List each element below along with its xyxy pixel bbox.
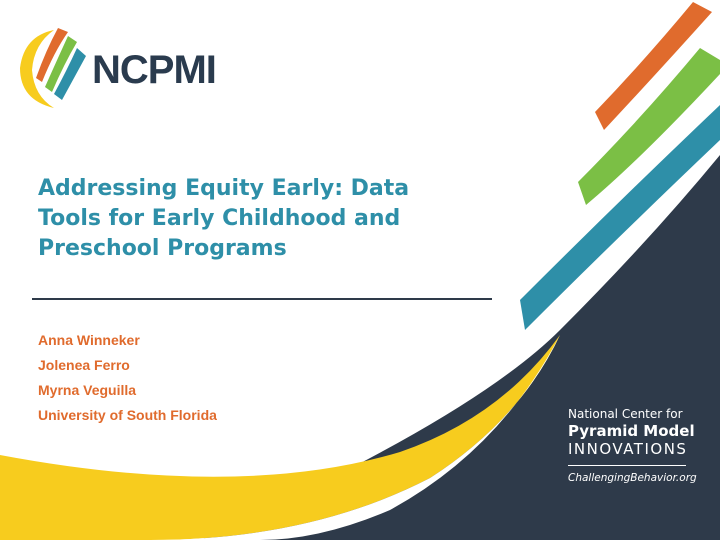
slide-title: Addressing Equity Early: Data Tools for Early Childhood and Preschool Programs [38, 176, 410, 261]
org-name-line3: INNOVATIONS [568, 440, 688, 458]
author-name: Jolenea Ferro [38, 357, 130, 373]
author-affiliation: University of South Florida [38, 407, 217, 423]
org-url: ChallengingBehavior.org [568, 472, 697, 484]
author-name: Myrna Veguilla [38, 382, 137, 398]
org-block [568, 406, 708, 485]
ncpmi-wordmark: NCPMI [92, 48, 216, 92]
ncpmi-logo-mark-icon [14, 22, 94, 114]
org-divider [568, 465, 686, 466]
ncpmi-logo [14, 22, 214, 114]
org-name-line1: National Center for [568, 407, 683, 421]
author-list [38, 328, 217, 428]
title-divider [32, 298, 492, 300]
author-name: Anna Winneker [38, 332, 140, 348]
org-name-line2: Pyramid Model [568, 422, 695, 440]
